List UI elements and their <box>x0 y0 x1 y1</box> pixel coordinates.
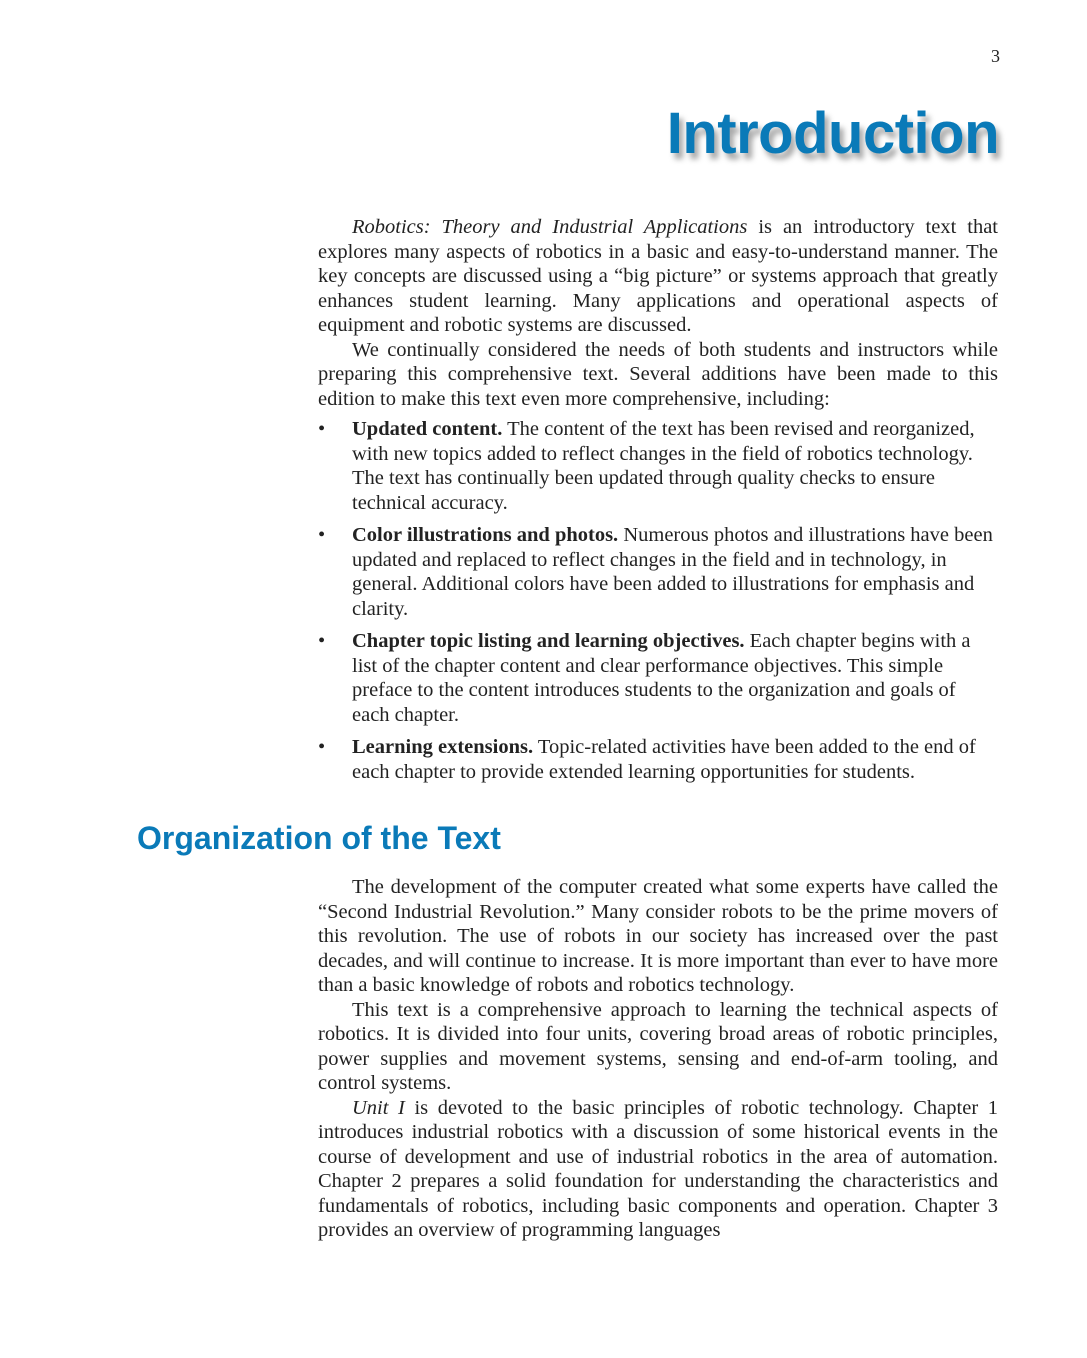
book-title: Robotics: Theory and Industrial Applications <box>352 216 748 238</box>
intro-paragraph-2: We continually considered the needs of both students and instructors while preparing this comprehensive text. Several additions have been made to this edition to make this text even more comprehensive, including: <box>318 338 998 410</box>
bullet-icon: • <box>318 630 326 652</box>
bullet-icon: • <box>318 736 326 758</box>
bullet-icon: • <box>318 524 326 546</box>
list-item: • Updated content. The content of the text has been revised and reorganized, with new topics added to reflect changes in the field of robotics technology. The text has continually been updated through quality checks to ensure technical accuracy. <box>318 418 975 514</box>
bullet-icon: • <box>318 418 326 440</box>
chapter-title: Introduction <box>666 101 999 166</box>
intro-section <box>318 215 998 792</box>
organization-section <box>318 875 998 1243</box>
list-item: • Color illustrations and photos. Numerous photos and illustrations have been updated and replaced to reflect changes in the field and in technology, in general. Additional colors have been added to illustrations for emphasis and clarity. <box>318 524 993 620</box>
section-heading: Organization of the Text <box>137 820 501 856</box>
organization-paragraph-3: Unit I is devoted to the basic principles of robotic technology. Chapter 1 introduces industrial robotics with a discussion of some historical events in the course of development and use of industrial robotics in the area of automation. Chapter 2 prepares a solid foundation for understanding the characteristics and fundamentals of robotics, including basic components and operation. Chapter 3 provides an overview of programming languages <box>318 1096 998 1241</box>
list-item: • Chapter topic listing and learning objectives. Each chapter begins with a list of the chapter content and clear performance objectives. This simple preface to the content introduces students to the organization and goals of each chapter. <box>318 630 971 726</box>
intro-paragraph-1: Robotics: Theory and Industrial Applications is an introductory text that explores many aspects of robotics in a basic and easy-to-understand manner. The key concepts are discussed using a “big picture” or systems approach that greatly enhances student learning. Many applications and operational aspects of equipment and robotic systems are discussed. <box>318 216 998 336</box>
list-item: • Learning extensions. Topic-related activities have been added to the end of each chapter to provide extended learning opportunities for students. <box>318 736 976 783</box>
organization-paragraph-1: The development of the computer created what some experts have called the “Second Industrial Revolution.” Many consider robots to be the prime movers of this revolution. The use of robots in our society has increased over the past decades, and will continue to increase. It is more important than ever to have more than a basic knowledge of robots and robotics technology. <box>318 876 998 996</box>
organization-paragraph-2: This text is a comprehensive approach to learning the technical aspects of robotics. It is divided into four units, covering broad areas of robotic principles, power supplies and movement systems, sensing and end-of-arm tooling, and control systems. <box>318 998 998 1094</box>
page-number: 3 <box>991 46 1000 66</box>
feature-list <box>318 417 998 784</box>
